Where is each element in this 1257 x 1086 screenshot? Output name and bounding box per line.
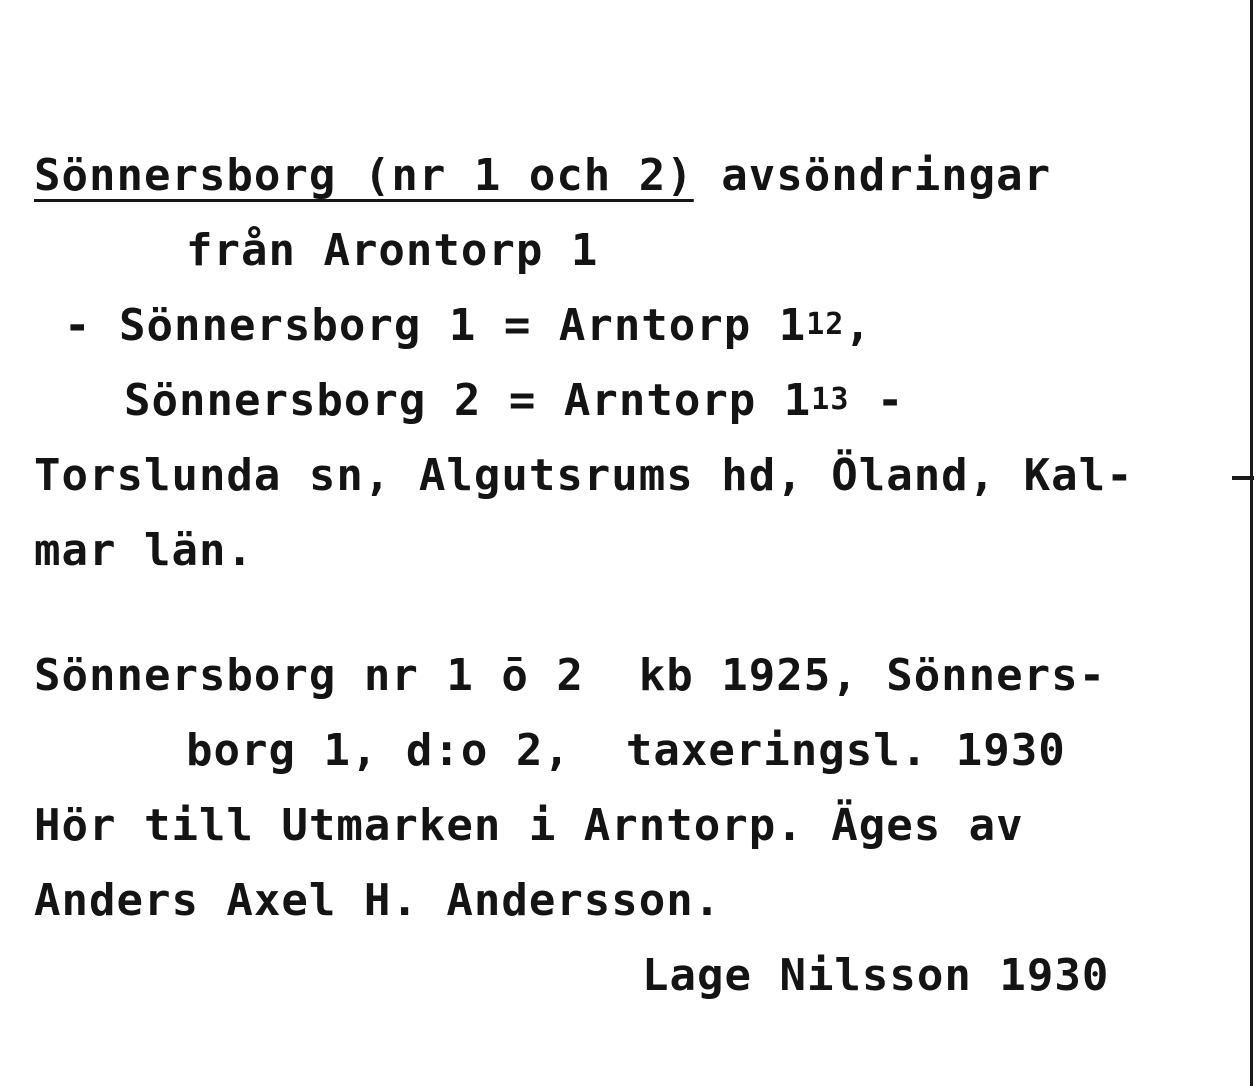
equivalence-2-left: Sönnersborg 2 xyxy=(124,375,509,426)
equivalence-1-sup: 12 xyxy=(806,307,845,342)
origin-line: från Arontorp 1 xyxy=(186,225,599,276)
location-line-1: Torslunda sn, Algutsrums hd, Öland, Kal- xyxy=(34,450,1134,501)
equivalence-1-right: Arntorp 1 xyxy=(531,300,807,351)
title-line xyxy=(34,150,1051,202)
equivalence-2-sup: 13 xyxy=(811,382,850,417)
signature: Lage Nilsson 1930 xyxy=(642,950,1110,1001)
title-rest: avsöndringar xyxy=(693,150,1052,201)
equivalence-1-left: - Sönnersborg 1 xyxy=(64,300,504,351)
location-line-2: mar län. xyxy=(34,525,254,576)
ownership-line-2: Anders Axel H. Andersson. xyxy=(34,875,722,926)
equals-mark-1: = xyxy=(503,300,532,351)
equivalence-line-2 xyxy=(124,375,904,432)
ownership-line-1: Hör till Utmarken i Arntorp. Äges av xyxy=(34,800,1024,851)
title-underlined: Sönnersborg (nr 1 och 2) xyxy=(34,150,694,201)
hyphen-mark xyxy=(1232,476,1254,480)
card-right-edge xyxy=(1250,0,1253,1086)
source-line-1: Sönnersborg nr 1 ō 2 kb 1925, Sönners- xyxy=(34,650,1107,701)
equals-mark-2: = xyxy=(508,375,537,426)
equivalence-1-end: , xyxy=(844,300,872,351)
equivalence-line-1 xyxy=(64,300,872,357)
source-line-2: borg 1, d:o 2, taxeringsl. 1930 xyxy=(186,725,1066,776)
equivalence-2-right: Arntorp 1 xyxy=(536,375,812,426)
equivalence-2-end: - xyxy=(849,375,905,426)
